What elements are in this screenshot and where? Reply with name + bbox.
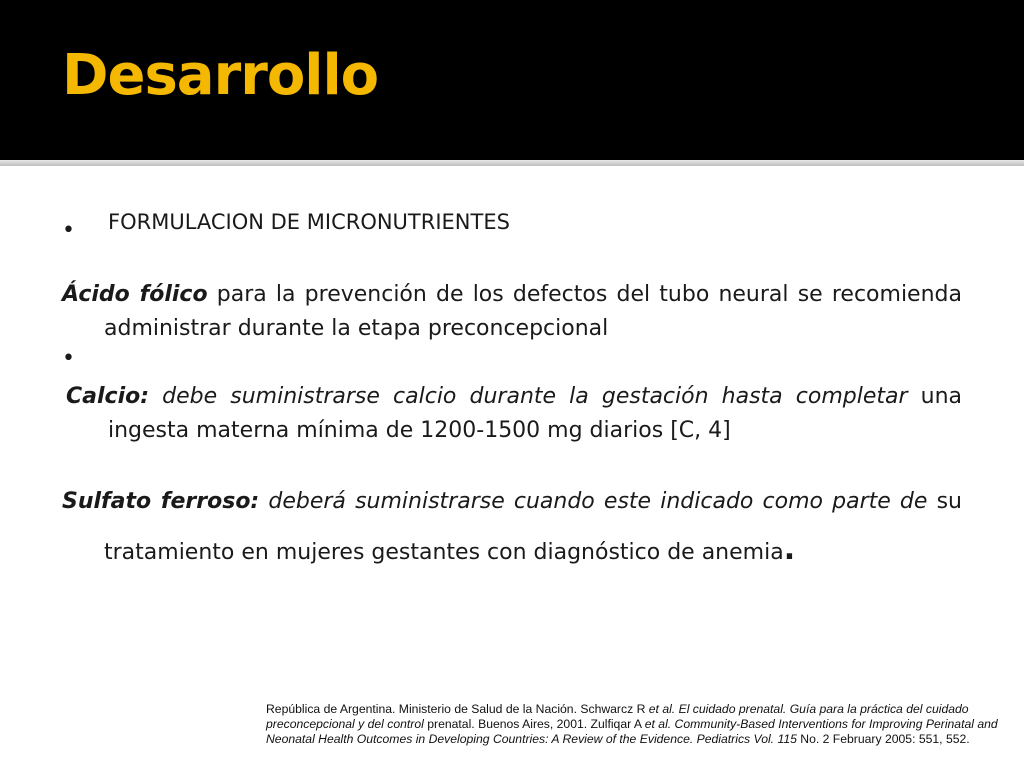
title-bar bbox=[0, 0, 1024, 160]
reference-part-4: et al. Community-Based Interventions for Improving Perinatal and Neonatal Health Outcomes in Developing Countries: A Review of the Evidence. Pediatrics Vol. 115 bbox=[266, 717, 998, 746]
reference-part-5: No. 2 February 2005: 551, 552. bbox=[800, 732, 970, 746]
ferrous-sulfate-text: su tratamiento en mujeres gestantes con diagnóstico de anemia bbox=[104, 489, 962, 565]
calcium-label: Calcio: bbox=[66, 384, 150, 409]
reference-citation bbox=[266, 702, 1006, 747]
bullet-2: • bbox=[62, 346, 75, 371]
reference-part-2: et al. El cuidado prenatal. Guía para la práctica del cuidado preconcepcional y del control bbox=[266, 702, 969, 731]
reference-part-1: República de Argentina. Ministerio de Salud de la Nación. Schwarcz R bbox=[266, 702, 646, 716]
slide-title: Desarrollo bbox=[62, 43, 379, 108]
calcium-italic-text: debe suministrarse calcio durante la gestación hasta completar bbox=[162, 384, 908, 409]
header-divider bbox=[0, 160, 1024, 166]
ferrous-sulfate-label: Sulfato ferroso: bbox=[62, 489, 260, 514]
section-subheading: FORMULACION DE MICRONUTRIENTES bbox=[108, 210, 510, 234]
bullet-1: • bbox=[62, 218, 75, 243]
folic-acid-paragraph bbox=[62, 278, 962, 346]
folic-acid-text: para la prevención de los defectos del tubo neural se recomienda administrar durante la etapa preconcepcional bbox=[104, 282, 962, 341]
calcium-paragraph bbox=[66, 380, 962, 448]
calcium-text: una ingesta materna mínima de 1200-1500 mg diarios [C, 4] bbox=[108, 384, 963, 443]
reference-part-3: prenatal. Buenos Aires, 2001. Zulfiqar A bbox=[427, 717, 642, 731]
ferrous-sulfate-paragraph bbox=[62, 478, 962, 577]
ferrous-sulfate-period: . bbox=[783, 532, 796, 567]
ferrous-sulfate-italic-text: deberá suministrarse cuando este indicado como parte de bbox=[268, 489, 928, 514]
folic-acid-label: Ácido fólico bbox=[62, 282, 208, 307]
